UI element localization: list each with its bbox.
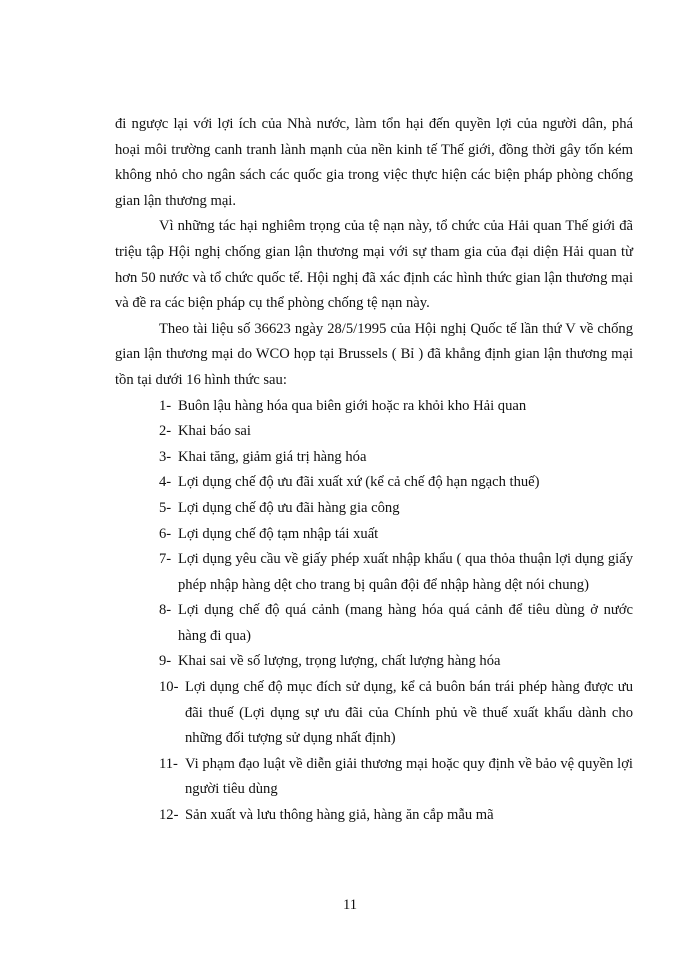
list-item [159,752,633,803]
list-item [159,649,633,675]
list-item [159,419,633,445]
page-number: 11 [342,897,358,913]
list-item-text: Sản xuất và lưu thông hàng giả, hàng ăn cắp mẫu mã [185,807,494,824]
list-item-number: 11- [159,755,178,772]
list-item-number: 2- [159,423,172,440]
list-item [159,675,633,752]
list-item-text: Buôn lậu hàng hóa qua biên giới hoặc ra khỏi kho Hải quan [178,397,527,414]
list-item-number: 1- [159,397,172,414]
list-item-number: 6- [159,525,172,542]
list-item [159,598,633,649]
list-item-text: Lợi dụng yêu cầu về giấy phép xuất nhập khẩu ( qua thỏa thuận lợi dụng giấy phép nhập hàng dệt cho trang bị quân đội để nhập hàng dệt nói chung) [178,551,633,593]
list-item-text: Lợi dụng chế độ ưu đãi xuất xứ (kể cả chế độ hạn ngạch thuế) [178,474,540,491]
document-body [115,112,633,829]
paragraph-continuation: đi ngược lại với lợi ích của Nhà nước, làm tổn hại đến quyền lợi của người dân, phá hoại môi trường canh tranh lành mạnh của nền kinh tế Thế giới, đồng thời gây tốn kém không nhỏ cho ngân sách các quốc gia trong việc thực hiện các biện pháp phòng chống gian lận thương mại. [115,116,633,209]
list-item-text: Khai sai về số lượng, trọng lượng, chất lượng hàng hóa [178,653,501,670]
list-item-text: Khai báo sai [178,423,251,440]
list-item-number: 7- [159,551,172,568]
list-item [159,394,633,420]
list-item [159,803,633,829]
list-item-text: Lợi dụng chế độ tạm nhập tái xuất [178,525,379,542]
list-item-text: Vi phạm đạo luật về diễn giải thương mại hoặc quy định về bảo vệ quyền lợi người tiêu dùng [185,755,633,798]
list-item-text: Lợi dụng chế độ ưu đãi hàng gia công [178,499,400,516]
fraud-forms-list [115,394,633,829]
list-item-number: 4- [159,474,172,491]
list-item-number: 10- [159,679,179,696]
list-item-number: 9- [159,653,172,670]
list-item-text: Lợi dụng chế độ mục đích sử dụng, kể cả buôn bán trái phép hàng được ưu đãi thuế (Lợi dụng sự ưu đãi của Chính phủ về thuế xuất khẩu dành cho những đối tượng sử dụng nhất định) [185,679,633,747]
list-item-number: 3- [159,448,172,465]
list-item [159,470,633,496]
list-item-number: 8- [159,602,172,619]
list-item [159,445,633,471]
paragraph-wco-conference: Vì những tác hại nghiêm trọng của tệ nạn này, tổ chức của Hải quan Thế giới đã triệu tập Hội nghị chống gian lận thương mại với sự tham gia của đại diện Hải quan từ hơn 50 nước và tổ chức quốc tế. Hội nghị đã xác định các hình thức gian lận thương mại và đề ra các biện pháp cụ thể phòng chống tệ nạn này. [115,218,633,312]
list-item [159,496,633,522]
list-item-number: 12- [159,807,179,824]
paragraph-document-reference: Theo tài liệu số 36623 ngày 28/5/1995 của Hội nghị Quốc tế lần thứ V về chống gian lận thương mại do WCO họp tại Brussels ( Bỉ ) đã khẳng định gian lận thương mại tồn tại dưới 16 hình thức sau: [115,320,633,388]
list-item [159,522,633,548]
list-item-number: 5- [159,499,172,516]
list-item-text: Khai tăng, giảm giá trị hàng hóa [178,448,367,465]
list-item-text: Lợi dụng chế độ quá cảnh (mang hàng hóa quá cảnh để tiêu dùng ở nước hàng đi qua) [178,602,633,644]
list-item [159,547,633,598]
